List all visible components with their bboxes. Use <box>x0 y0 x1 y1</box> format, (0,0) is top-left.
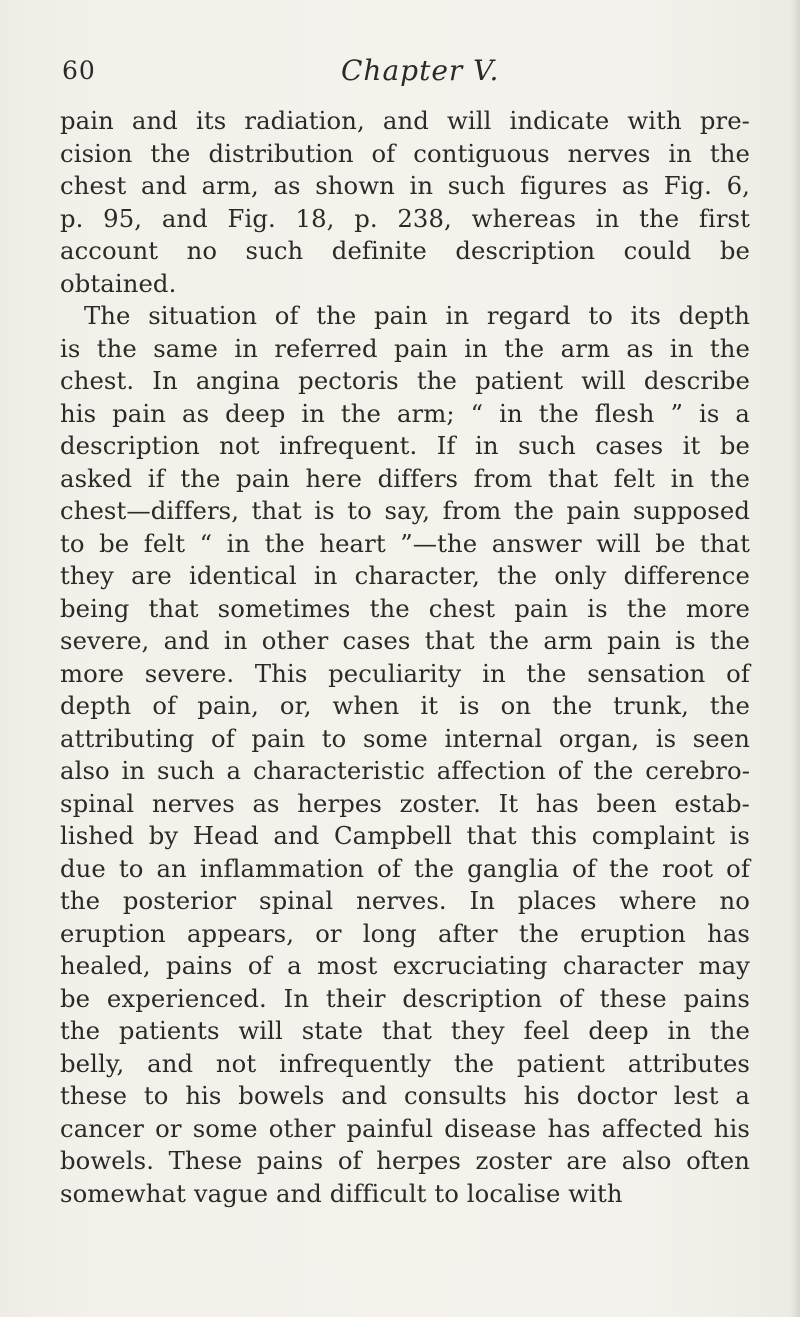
text-line: the posterior spinal nerves. In places where no <box>60 886 750 915</box>
text-line: cision the distribution of contiguous nerves in the <box>60 138 750 168</box>
text-line: more severe. This peculiarity in the sensation of <box>60 658 750 688</box>
page-number: 60 <box>62 56 96 85</box>
text-line: depth of pain, or, when it is on the trunk, the <box>60 691 750 720</box>
text-line: chest. In angina pectoris the patient will describe <box>60 366 750 395</box>
text-line: also in such a characteristic affection of the cerebro- <box>60 756 750 785</box>
text-line: account no such definite description could be <box>60 236 750 265</box>
text-line: chest—differs, that is to say, from the pain supposed <box>60 496 750 525</box>
text-line: chest and arm, as shown in such figures as Fig. 6, <box>60 171 750 200</box>
running-title: Chapter V. <box>341 54 500 87</box>
text-line: cancer or some other painful disease has affected his <box>60 1113 750 1143</box>
body-text <box>60 105 750 1210</box>
text-line: p. 95, and Fig. 18, p. 238, whereas in the first <box>60 203 750 233</box>
text-line: severe, and in other cases that the arm pain is the <box>60 626 750 655</box>
text-line: the patients will state that they feel deep in the <box>60 1016 750 1045</box>
text-line: asked if the pain here differs from that felt in the <box>60 463 750 493</box>
text-line: lished by Head and Campbell that this complaint is <box>60 821 750 850</box>
text-line: they are identical in character, the only difference <box>60 561 750 590</box>
text-line: eruption appears, or long after the eruption has <box>60 918 750 948</box>
text-line: pain and its radiation, and will indicate with pre- <box>60 106 750 135</box>
text-line: somewhat vague and difficult to localise with <box>60 1178 623 1208</box>
text-line: spinal nerves as herpes zoster. It has been estab- <box>60 788 750 818</box>
text-line: to be felt “ in the heart ”—the answer will be that <box>60 528 750 558</box>
text-line: being that sometimes the chest pain is the more <box>60 593 750 623</box>
text-line: be experienced. In their description of these pains <box>60 983 750 1013</box>
text-line: is the same in referred pain in the arm as in the <box>60 333 750 363</box>
text-line: The situation of the pain in regard to its depth <box>84 301 750 330</box>
text-line: healed, pains of a most excruciating character may <box>60 951 750 980</box>
text-line: belly, and not infrequently the patient attributes <box>60 1048 750 1078</box>
text-line: these to his bowels and consults his doctor lest a <box>60 1081 750 1110</box>
text-line: bowels. These pains of herpes zoster are also often <box>60 1146 750 1175</box>
text-line: description not infrequent. If in such cases it be <box>60 431 750 460</box>
text-line: obtained. <box>60 268 177 298</box>
text-line: attributing of pain to some internal organ, is seen <box>60 723 750 753</box>
text-line: due to an inflammation of the ganglia of the root of <box>60 853 750 883</box>
page-header <box>60 52 750 92</box>
text-line: his pain as deep in the arm; “ in the flesh ” is a <box>60 398 750 428</box>
page-edge-shadow <box>790 0 800 1317</box>
